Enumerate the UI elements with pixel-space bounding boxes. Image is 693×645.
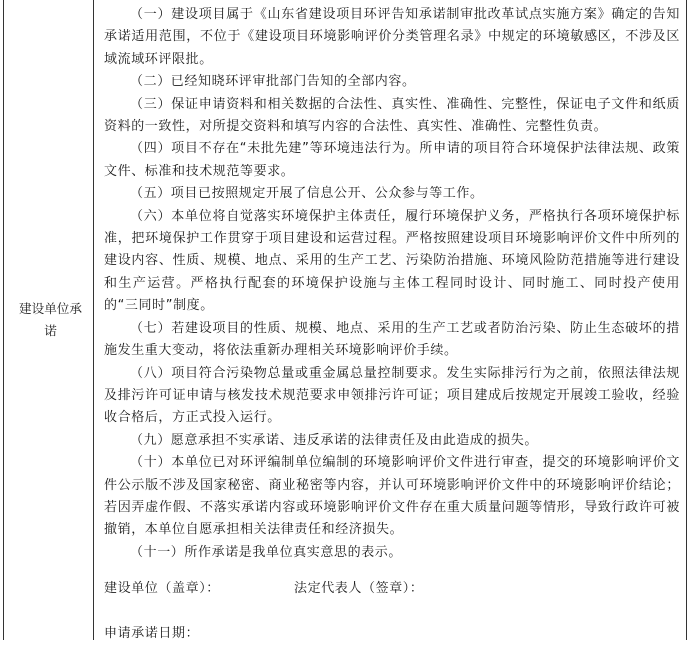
commitment-item-1: （一）建设项目属于《山东省建设项目环评告知承诺制审批改革试点实施方案》确定的告知承诺适用范围，不位于《建设项目环境影响评价分类管理名录》中规定的环境敏感区，不涉及区域流域环评限批。 (104, 7, 680, 67)
signature-row (104, 578, 680, 600)
commitment-item-2: （二）已经知晓环评审批部门告知的全部内容。 (130, 74, 416, 90)
commitment-date-label: 申请承诺日期： (104, 625, 200, 641)
commitment-item-3: （三）保证申请资料和相关数据的合法性、真实性、准确性、完整性，保证电子文件和纸质资料的一致性，对所提交资料和填写内容的合法性、真实性、准确性、完整性负责。 (104, 96, 680, 135)
commitment-item-11: （十一）所作承诺是我单位真实意思的表示。 (130, 544, 403, 560)
legal-rep-label: 法定代表人（签章）： (294, 581, 424, 597)
commitment-item-6: （六）本单位将自觉落实环境保护主体责任，履行环境保护义务，严格执行各项环境保护标准，把环境保护工作贯穿于项目建设和运营过程。严格按照建设项目环境影响评价文件中所列的建设内容、性质、规模、地点、采用的生产工艺、污染防治措施、环境风险防范措施等进行建设和生产运营。严格执行配套的环境保护设施与主体工程同时设计、同时施工、同时投产使用的“三同时”制度。 (104, 208, 680, 314)
commitment-item-4: （四）项目不存在“未批先建”等环境违法行为。所申请的项目符合环境保护法律法规、政策文件、标准和技术规范等要求。 (104, 141, 680, 179)
commitment-table (3, 0, 687, 640)
commitment-item-10: （十）本单位已对环评编制单位编制的环境影响评价文件进行审查，提交的环境影响评价文件公示版不涉及国家秘密、商业秘密等内容，并认可环境影响评价文件中的环境影响评价结论；若因弄虚作假、不落实承诺内容或环境影响评价文件存在重大质量问题等情形，导致行政许可被撤销，本单位自愿承担相关法律责任和经济损失。 (104, 455, 680, 538)
commitment-item-7: （七）若建设项目的性质、规模、地点、采用的生产工艺或者防治污染、防止生态破坏的措施发生重大变动，将依法重新办理相关环境影响评价手续。 (104, 320, 680, 359)
commitment-item-9: （九）愿意承担不实承诺、违反承诺的法律责任及由此造成的损失。 (130, 432, 539, 448)
commitment-item-8: （八）项目符合污染物总量或重金属总量控制要求。发生实际排污行为之前，依照法律法规及排污许可证申请与核发技术规范要求申领排污许可证；项目建成后按规定开展竣工验收，经验收合格后，方正式投入运行。 (104, 365, 680, 426)
commitment-content (94, 0, 686, 640)
row-label-cell (4, 0, 94, 640)
commitment-item-5: （五）项目已按照规定开展了信息公开、公众参与等工作。 (130, 186, 484, 202)
unit-seal-label: 建设单位（盖章）： (104, 581, 220, 597)
row-label: 建设单位承诺 (19, 301, 82, 338)
